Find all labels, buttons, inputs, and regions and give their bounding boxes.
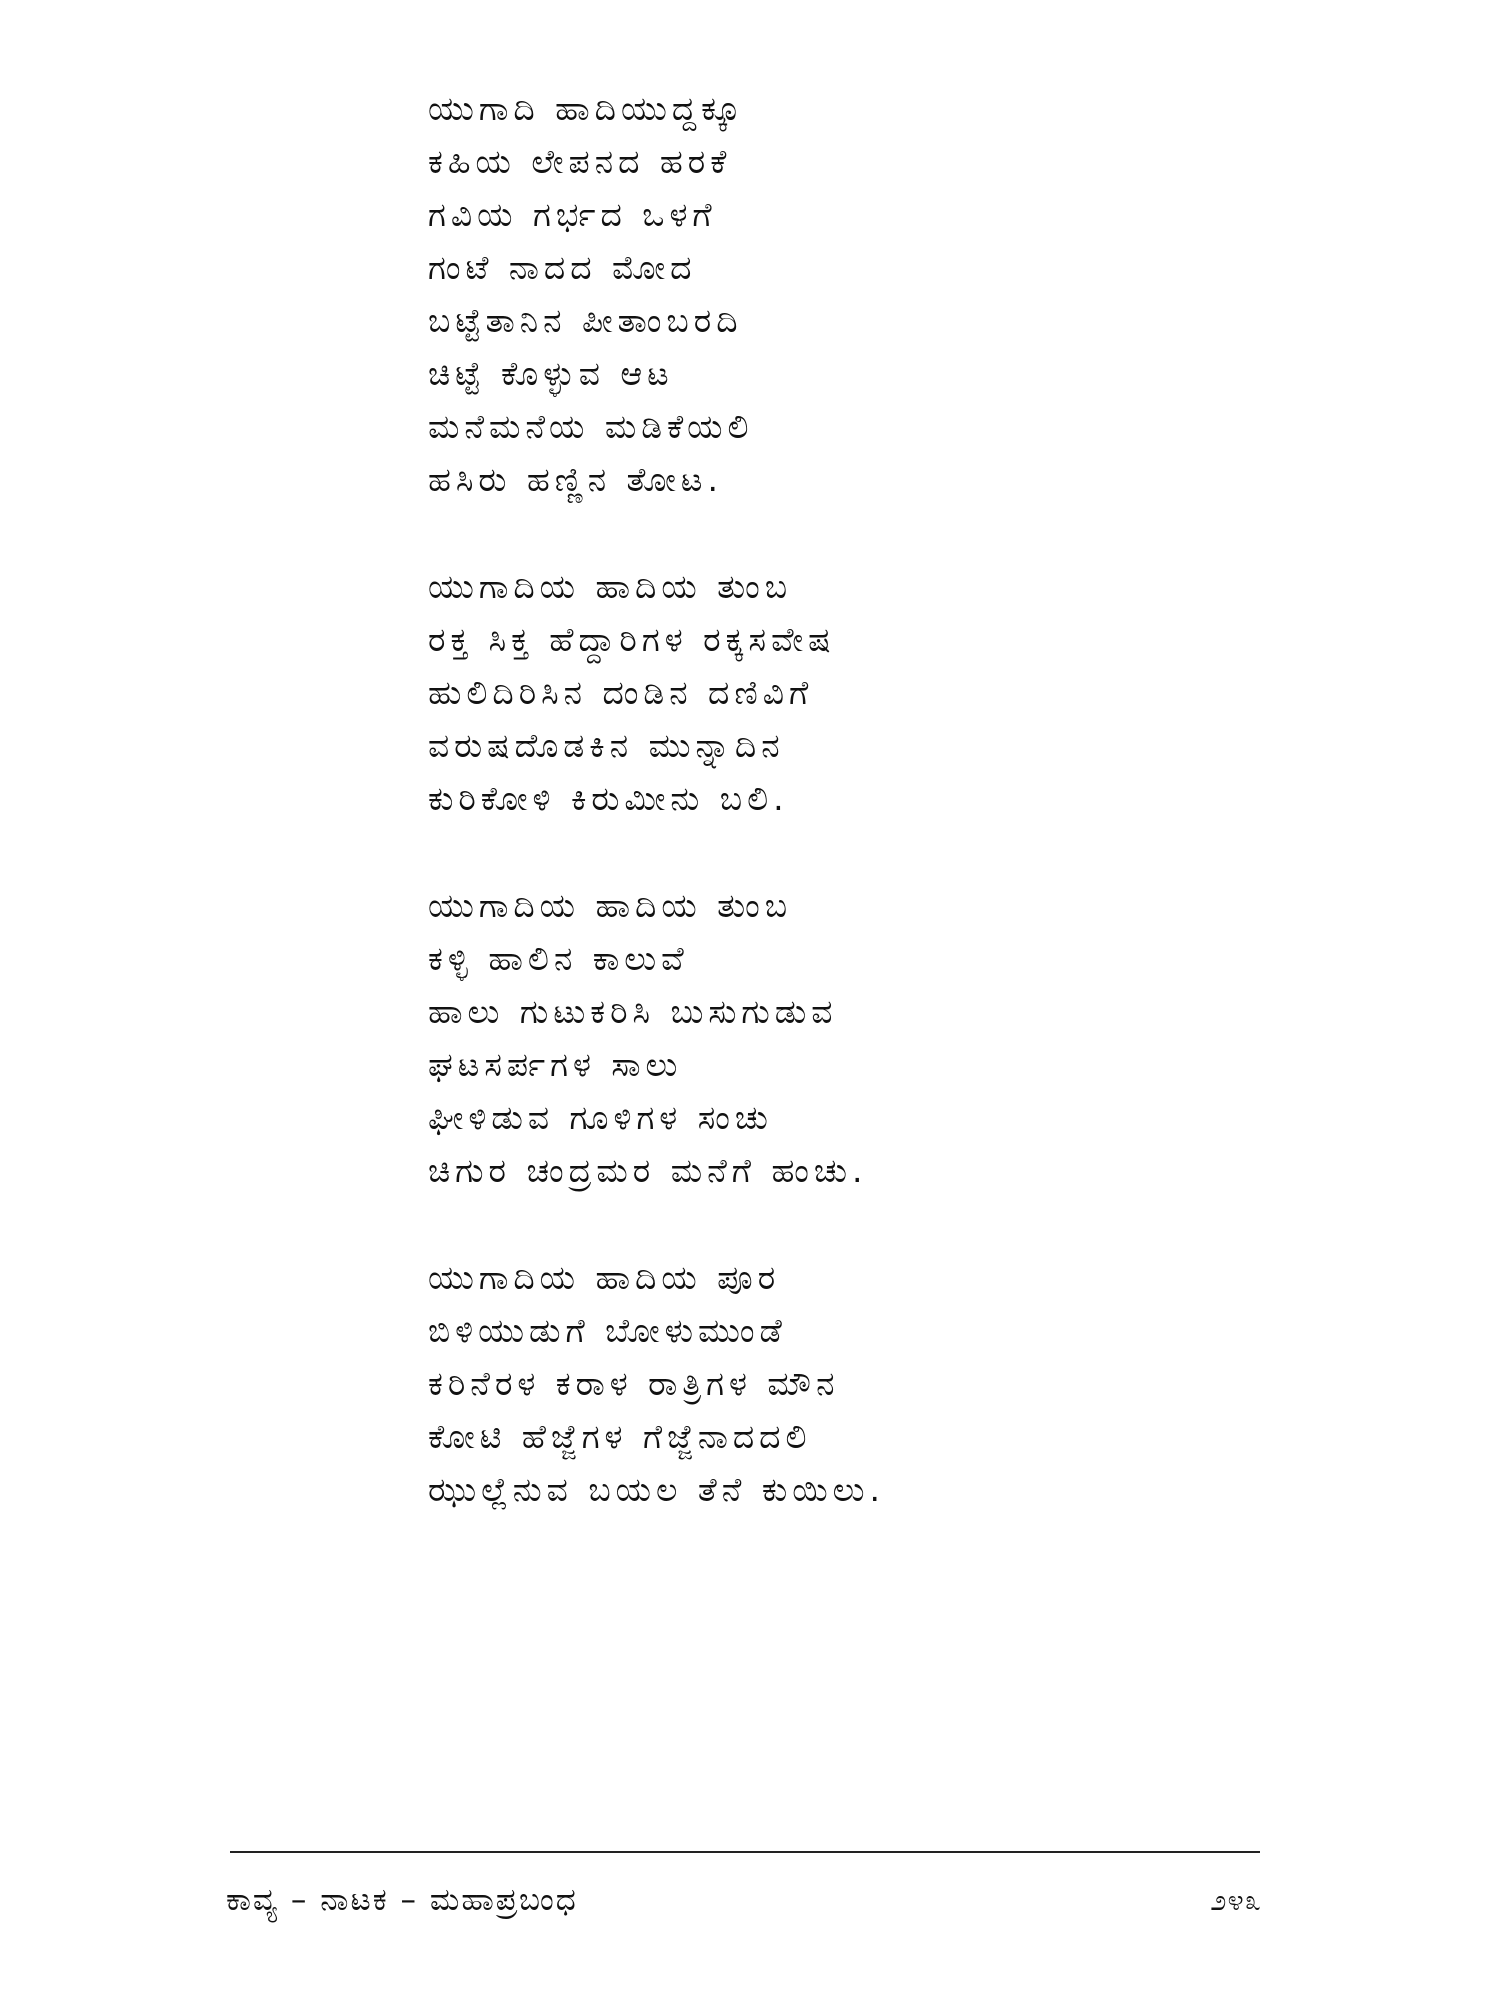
- poem-line: ಚಿಟ್ಟೆ ಕೊಳ್ಳುವ ಆಟ: [428, 354, 674, 393]
- poem-line: ಗವಿಯ ಗರ್ಭದ ಒಳಗೆ: [428, 195, 717, 234]
- poem-line: ಹಾಲು ಗುಟುಕರಿಸಿ ಬುಸುಗುಡುವ: [428, 992, 838, 1031]
- poem-line: ಕಹಿಯ ಲೇಪನದ ಹರಕೆ: [428, 142, 732, 181]
- stanza-1: [428, 82, 1148, 506]
- footer-divider: [230, 1851, 1260, 1853]
- page-number: ೨೪೩: [1210, 1883, 1262, 1917]
- poem-line: ವರುಷದೊಡಕಿನ ಮುನ್ನಾದಿನ: [428, 726, 785, 765]
- poem-line: ರಕ್ತ ಸಿಕ್ತ ಹೆದ್ದಾರಿಗಳ ರಕ್ಕಸವೇಷ: [428, 620, 836, 659]
- poem-line: ಯುಗಾದಿಯ ಹಾದಿಯ ಪೂರ: [428, 1258, 781, 1297]
- poem-line: ಬಿಳಿಯುಡುಗೆ ಬೋಳುಮುಂಡೆ: [428, 1311, 787, 1350]
- stanza-3: [428, 879, 1148, 1197]
- poem-line: ಮನೆಮನೆಯ ಮಡಿಕೆಯಲಿ: [428, 407, 754, 446]
- poem-line: ಕುರಿಕೋಳಿ ಕಿರುಮೀನು ಬಲಿ.: [428, 779, 789, 818]
- poem-line: ಝುಲ್ಲೆನುವ ಬಯಲ ತೆನೆ ಕುಯಿಲು.: [428, 1470, 886, 1509]
- poem-body: [428, 82, 1148, 1570]
- poem-line: ಯುಗಾದಿ ಹಾದಿಯುದ್ದಕ್ಕೂ: [428, 89, 746, 128]
- poem-line: ಘೀಳಿಡುವ ಗೂಳಿಗಳ ಸಂಚು: [428, 1098, 773, 1137]
- poem-line: ಯುಗಾದಿಯ ಹಾದಿಯ ತುಂಬ: [428, 567, 793, 606]
- poem-line: ಕೋಟಿ ಹೆಜ್ಜೆಗಳ ಗೆಜ್ಜೆನಾದದಲಿ: [428, 1417, 812, 1456]
- footer-book-title: ಕಾವ್ಯ – ನಾಟಕ – ಮಹಾಪ್ರಬಂಧ: [226, 1882, 578, 1918]
- poem-line: ಚಿಗುರ ಚಂದ್ರಮರ ಮನೆಗೆ ಹಂಚು.: [428, 1151, 868, 1190]
- poem-line: ಹಸಿರು ಹಣ್ಣಿನ ತೋಟ.: [428, 460, 723, 499]
- poem-line: ಘಟಸರ್ಪಗಳ ಸಾಲು: [428, 1045, 683, 1084]
- poem-line: ಕರಿನೆರಳ ಕರಾಳ ರಾತ್ರಿಗಳ ಮೌನ: [428, 1364, 840, 1403]
- poem-line: ಯುಗಾದಿಯ ಹಾದಿಯ ತುಂಬ: [428, 886, 793, 925]
- poem-line: ಕಳ್ಳಿ ಹಾಲಿನ ಕಾಲುವೆ: [428, 939, 689, 978]
- poem-line: ಬಟ್ಟೆತಾನಿನ ಪೀತಾಂಬರದಿ: [428, 301, 743, 340]
- stanza-2: [428, 560, 1148, 825]
- poem-line: ಹುಲಿದಿರಿಸಿನ ದಂಡಿನ ದಣಿವಿಗೆ: [428, 673, 814, 712]
- poem-line: ಗಂಟೆ ನಾದದ ಮೋದ: [428, 248, 697, 287]
- stanza-4: [428, 1251, 1148, 1516]
